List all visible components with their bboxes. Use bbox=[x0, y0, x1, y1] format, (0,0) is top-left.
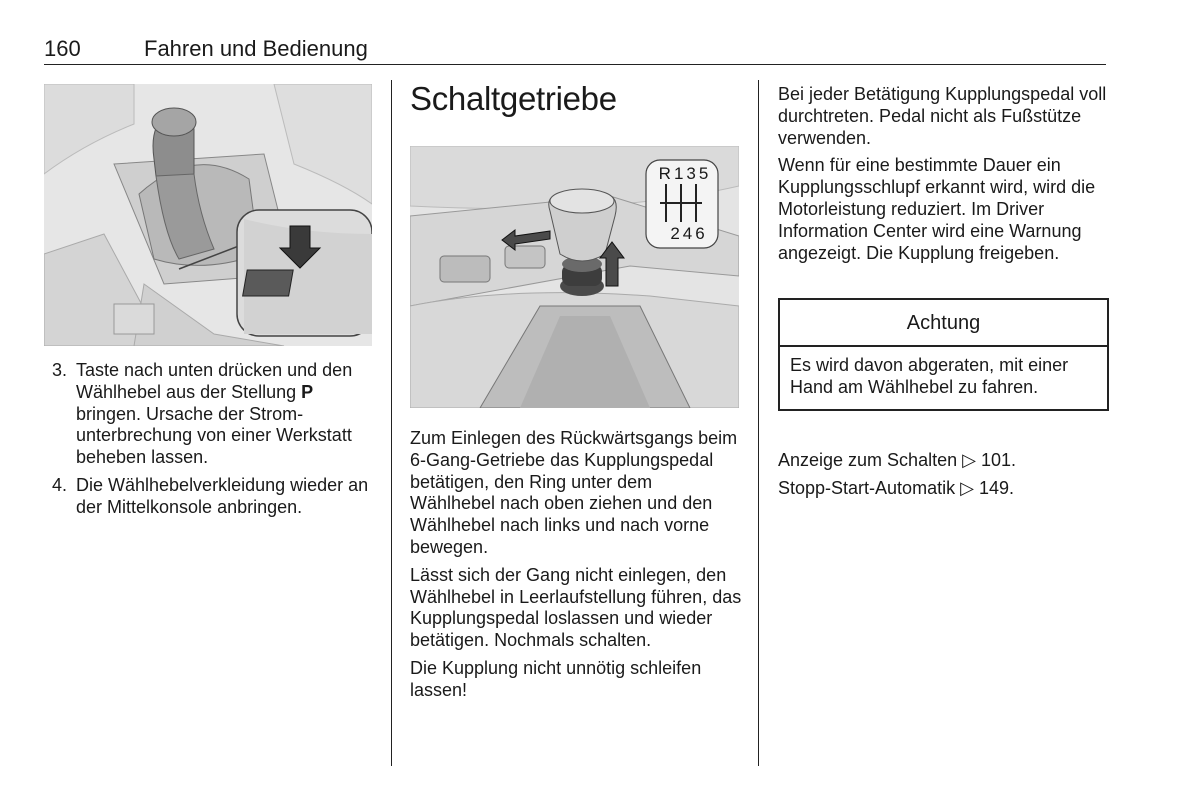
cross-references bbox=[778, 450, 1108, 506]
list-item-bold: P bbox=[301, 381, 314, 402]
list-item-text: Taste nach unten drücken und den Wählhebel aus der Stellung bbox=[76, 360, 353, 402]
paragraph: Bei jeder Betätigung Kupplungspedal voll durchtreten. Pedal nicht als Fußstütze verwenden. bbox=[778, 84, 1107, 148]
page-header bbox=[44, 36, 1106, 65]
gearshift-illustration bbox=[410, 146, 739, 408]
paragraph: Zum Einlegen des Rückwärtsgangs beim 6-Gang-Getriebe das Kupplungspedal betätigen, den Ring unter dem Wählhebel nach oben ziehen und den Wählhebel nach links und nach vorne bewegen. bbox=[410, 428, 738, 557]
left-column-text bbox=[52, 360, 376, 525]
reference-page: 149. bbox=[978, 477, 1014, 498]
instruction-list bbox=[52, 360, 376, 519]
list-item-text: Die Wählhebelverkleidung wieder an der Mittelkonsole anbringen. bbox=[76, 474, 369, 517]
warning-box bbox=[778, 298, 1109, 411]
section-heading: Schaltgetriebe bbox=[410, 80, 617, 117]
list-item-number: 3. bbox=[52, 360, 68, 380]
list-item-number: 4. bbox=[52, 474, 68, 495]
reference-text: Anzeige zum Schalten bbox=[778, 450, 958, 470]
list-item bbox=[52, 475, 376, 519]
paragraph: Wenn für eine bestimmte Dauer ein Kupplungsschlupf erkannt wird, wird die Motorleistung reduziert. Im Driver Information Center wird eine Warnung angezeigt. Die Kupplung freigeben. bbox=[778, 155, 1096, 263]
chapter-title: Fahren und Bedienung bbox=[144, 36, 368, 61]
page-reference-icon: ▷ bbox=[962, 450, 976, 470]
reference-link[interactable] bbox=[778, 478, 1108, 500]
paragraph: Die Kupplung nicht unnötig schleifen lassen! bbox=[410, 657, 702, 700]
middle-column-text bbox=[410, 428, 742, 708]
gear-pattern-top: R135 bbox=[658, 164, 712, 183]
page-reference-icon: ▷ bbox=[960, 477, 974, 498]
page-number: 160 bbox=[44, 36, 81, 61]
list-item bbox=[52, 360, 376, 469]
column-divider-left bbox=[391, 80, 392, 766]
reference-link[interactable] bbox=[778, 450, 1108, 472]
warning-text: Es wird davon abgeraten, mit einer Hand am Wählhebel zu fahren. bbox=[790, 355, 1069, 397]
reference-page: 101. bbox=[980, 450, 1017, 470]
list-item-text-continued: bringen. Ursache der Stromunterbrechung von einer Werkstatt beheben lassen. bbox=[76, 403, 352, 468]
selector-lever-illustration bbox=[44, 84, 372, 346]
right-column-text bbox=[778, 84, 1108, 270]
gear-pattern-bottom: 246 bbox=[670, 224, 708, 243]
column-divider-right bbox=[758, 80, 759, 766]
warning-title: Achtung bbox=[780, 300, 1107, 347]
paragraph: Lässt sich der Gang nicht einlegen, den Wählhebel in Leerlaufstellung führen, das Kupplungspedal loslassen und wieder betätigen. Nochmals schalten. bbox=[410, 564, 742, 651]
reference-text: Stopp-Start-Automatik bbox=[778, 477, 956, 498]
